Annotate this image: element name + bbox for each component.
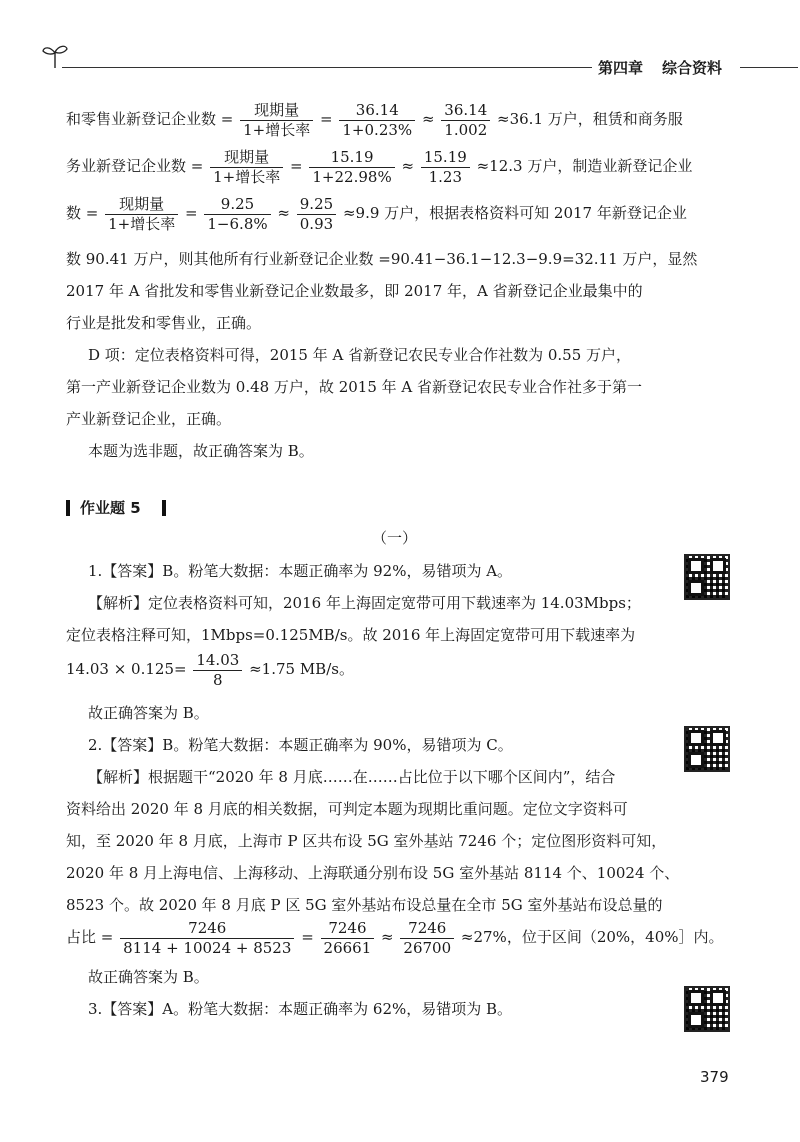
text-line: 数 90.41 万户，则其他所有行业新登记企业数 =90.41−36.1−12.3−9.9=32.11 万户，显然 bbox=[66, 250, 698, 268]
fraction bbox=[441, 101, 490, 140]
fraction bbox=[421, 148, 470, 187]
text: = bbox=[320, 110, 333, 128]
fraction-num: 36.14 bbox=[441, 101, 490, 121]
fraction-den: 1+增长率 bbox=[243, 120, 311, 139]
text-line: 资料给出 2020 年 8 月底的相关数据，可判定本题为现期比重问题。定位文字资料可 bbox=[66, 800, 628, 818]
fraction-num: 14.03 bbox=[193, 651, 242, 671]
section-title: 作业题 5 bbox=[80, 499, 141, 517]
fraction-num: 15.19 bbox=[421, 148, 470, 168]
text: ≈ bbox=[381, 928, 394, 946]
q3-answer: 3.【答案】A。粉笔大数据：本题正确率为 62%，易错项为 B。 bbox=[88, 1000, 513, 1018]
text-line: 第一产业新登记企业数为 0.48 万户，故 2015 年 A 省新登记农民专业合作社多于第一 bbox=[66, 378, 643, 396]
fraction-den: 8114 + 10024 + 8523 bbox=[123, 938, 292, 957]
fraction-den: 0.93 bbox=[299, 214, 334, 233]
text: 务业新登记企业数 = bbox=[66, 157, 204, 175]
text: 和零售业新登记企业数 = bbox=[66, 110, 234, 128]
q2-formula bbox=[66, 916, 724, 958]
fraction bbox=[204, 195, 270, 234]
fraction bbox=[309, 148, 394, 187]
fraction-num: 现期量 bbox=[240, 101, 313, 121]
text: ≈ bbox=[277, 204, 290, 222]
fraction-den: 1.002 bbox=[444, 120, 488, 139]
text-line: 8523 个。故 2020 年 8 月底 P 区 5G 室外基站布设总量在全市 5G 室外基站布设总量的 bbox=[66, 896, 663, 914]
fraction bbox=[321, 919, 375, 958]
section-bar-right bbox=[162, 500, 166, 516]
fraction-num: 9.25 bbox=[297, 195, 336, 215]
fraction-den: 26661 bbox=[323, 938, 372, 957]
fraction-num: 7246 bbox=[120, 919, 294, 939]
text-line: 本题为选非题，故正确答案为 B。 bbox=[88, 442, 314, 460]
text-line: 2020 年 8 月上海电信、上海移动、上海联通分别布设 5G 室外基站 8114 个、10024 个、 bbox=[66, 864, 680, 882]
text: ≈36.1 万户，租赁和商务服 bbox=[497, 110, 683, 128]
fraction bbox=[120, 919, 294, 958]
fraction-num: 15.19 bbox=[309, 148, 394, 168]
formula-line-3 bbox=[66, 192, 687, 234]
subsection-title: （一） bbox=[372, 529, 418, 547]
sprout-icon bbox=[40, 40, 70, 70]
fraction-den: 1+增长率 bbox=[108, 214, 176, 233]
q1-analysis: 【解析】定位表格资料可知，2016 年上海固定宽带可用下载速率为 14.03Mbps； bbox=[88, 594, 641, 612]
text: = bbox=[185, 204, 198, 222]
fraction bbox=[193, 651, 242, 690]
fraction-den: 26700 bbox=[403, 938, 452, 957]
formula-line-1 bbox=[66, 98, 683, 140]
q1-conclusion: 故正确答案为 B。 bbox=[88, 704, 209, 722]
text-line: 2017 年 A 省批发和零售业新登记企业数最多，即 2017 年，A 省新登记企业最集中的 bbox=[66, 282, 643, 300]
fraction-den: 1+22.98% bbox=[312, 167, 392, 186]
q1-formula bbox=[66, 648, 354, 690]
fraction bbox=[240, 101, 313, 140]
fraction bbox=[210, 148, 283, 187]
text-line: 产业新登记企业，正确。 bbox=[66, 410, 232, 428]
fraction-den: 1+0.23% bbox=[342, 120, 413, 139]
q1-answer: 1.【答案】B。粉笔大数据：本题正确率为 92%，易错项为 A。 bbox=[88, 562, 513, 580]
fraction-num: 7246 bbox=[400, 919, 454, 939]
fraction-den: 1−6.8% bbox=[207, 214, 268, 233]
text: ≈9.9 万户，根据表格资料可知 2017 年新登记企业 bbox=[342, 204, 687, 222]
fraction bbox=[105, 195, 178, 234]
chapter-label: 第四章 bbox=[598, 59, 644, 77]
fraction-num: 7246 bbox=[321, 919, 375, 939]
text-line: 知，至 2020 年 8 月底，上海市 P 区共布设 5G 室外基站 7246 个；定位图形资料可知， bbox=[66, 832, 667, 850]
qr-code[interactable] bbox=[684, 986, 730, 1032]
text: ≈ bbox=[401, 157, 415, 175]
fraction bbox=[297, 195, 336, 234]
text: ≈ bbox=[421, 110, 435, 128]
text: ≈1.75 MB/s。 bbox=[249, 660, 354, 678]
fraction bbox=[400, 919, 454, 958]
header-rule-left bbox=[62, 67, 592, 68]
section-label: 综合资料 bbox=[662, 59, 723, 77]
fraction-den: 1.23 bbox=[428, 167, 463, 186]
header-rule-right bbox=[740, 67, 798, 68]
fraction-den: 1+增长率 bbox=[213, 167, 281, 186]
qr-code[interactable] bbox=[684, 726, 730, 772]
fraction-num: 现期量 bbox=[210, 148, 283, 168]
page-number: 379 bbox=[700, 1068, 729, 1086]
fraction-num: 9.25 bbox=[204, 195, 270, 215]
section-bar-left bbox=[66, 500, 70, 516]
formula-line-2 bbox=[66, 145, 692, 187]
text: 数 = bbox=[66, 204, 99, 222]
fraction-num: 现期量 bbox=[105, 195, 178, 215]
text-line: D 项：定位表格资料可得，2015 年 A 省新登记农民专业合作社数为 0.55 万户， bbox=[88, 346, 632, 364]
text: 占比 = bbox=[66, 928, 114, 946]
q2-analysis: 【解析】根据题干“2020 年 8 月底……在……占比位于以下哪个区间内”，结合 bbox=[88, 768, 616, 786]
fraction-den: 8 bbox=[213, 670, 223, 689]
fraction bbox=[339, 101, 415, 140]
fraction-num: 36.14 bbox=[339, 101, 415, 121]
text: ≈12.3 万户，制造业新登记企业 bbox=[476, 157, 693, 175]
text: 14.03 × 0.125= bbox=[66, 660, 187, 678]
q2-conclusion: 故正确答案为 B。 bbox=[88, 968, 209, 986]
qr-code[interactable] bbox=[684, 554, 730, 600]
text-line: 行业是批发和零售业，正确。 bbox=[66, 314, 262, 332]
text-line: 定位表格注释可知，1Mbps=0.125MB/s。故 2016 年上海固定宽带可用下载速率为 bbox=[66, 626, 636, 644]
q2-answer: 2.【答案】B。粉笔大数据：本题正确率为 90%，易错项为 C。 bbox=[88, 736, 513, 754]
text: ≈27%，位于区间（20%，40%］内。 bbox=[460, 928, 724, 946]
text: = bbox=[301, 928, 314, 946]
text: = bbox=[290, 157, 303, 175]
